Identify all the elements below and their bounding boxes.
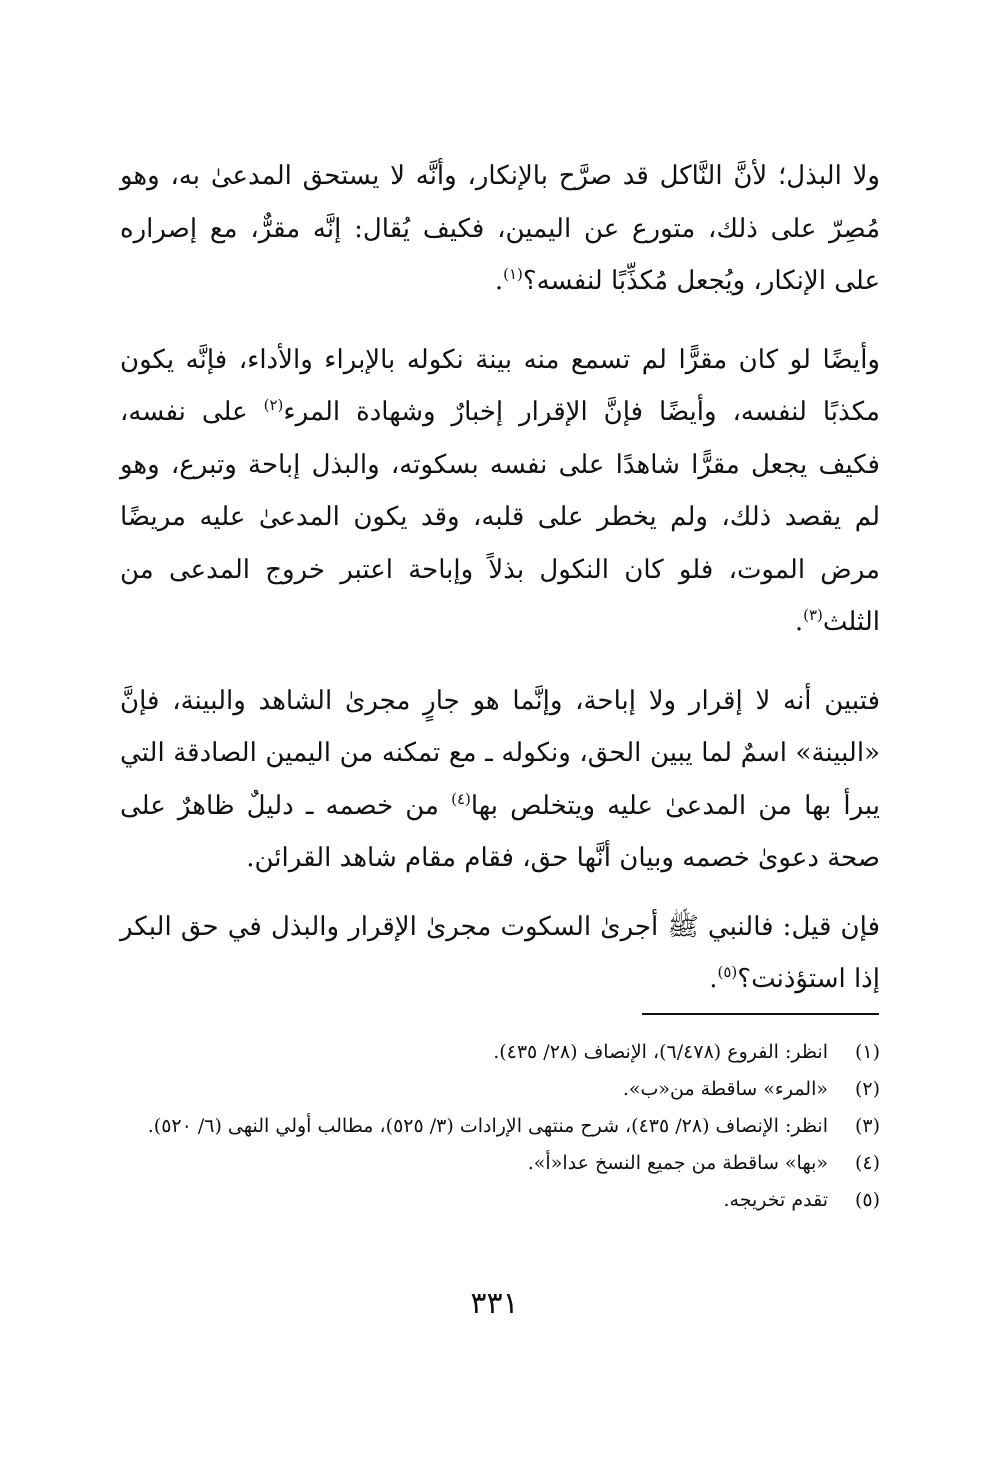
footnote-1: [115, 1036, 880, 1069]
page-number: ٣٣١: [470, 1286, 519, 1321]
footnote-ref-3: (٣): [803, 606, 823, 624]
paragraph-1: [120, 150, 880, 308]
paragraph-2-end: .: [794, 607, 804, 637]
footnote-number: (٣): [854, 1115, 880, 1137]
footnote-number: (٥): [854, 1189, 880, 1211]
paragraph-3-text-a: فتبين أنه لا إقرار ولا إباحة، وإنَّما هو جارٍ مجرىٰ الشاهد والبينة، فإنَّ «البينة» اسمٌ لما يبين الحق، ونكوله ـ مع تمكنه من اليمين الصادقة التي يبرأ بها من المدعىٰ عليه ويتخلص بها: [120, 685, 880, 821]
paragraph-3-text-b: من خصمه ـ دليلٌ ظاهرٌ على صحة دعوىٰ خصمه وبيان أنَّها حق، فقام مقام شاهد القرائن.: [120, 790, 880, 873]
paragraph-2: [120, 334, 880, 649]
paragraph-2-text-a: وأيضًا لو كان مقرًّا لم تسمع منه بينة نكوله بالإبراء والأداء، فإنَّه يكون مكذبًا لنفسه، وأيضًا فإنَّ الإقرار إخبارٌ وشهادة المرء: [120, 344, 880, 427]
footnote-text: «بها» ساقطة من جميع النسخ عدا«أ».: [527, 1152, 828, 1174]
paragraph-1-text: ولا البذل؛ لأنَّ النَّاكل قد صرَّح بالإنكار، وأنَّه لا يستحق المدعىٰ به، وهو مُصِرّ على ذلك، متورع عن اليمين، فكيف يُقال: إنَّه مقرٌّ، مع إصراره على الإنكار، ويُجعل مُكذِّبًا لنفسه؟: [120, 161, 880, 296]
footnote-2: [115, 1073, 880, 1106]
footnote-text: انظر: الإنصاف (٢٨/ ٤٣٥)، شرح منتهى الإرادات (٣/ ٥٢٥)، مطالب أولي النهى (٦/ ٥٢٠).: [147, 1115, 828, 1137]
footnote-text: «المرء» ساقطة من«ب».: [622, 1078, 828, 1100]
footnote-text: انظر: الفروع (٦/٤٧٨)، الإنصاف (٢٨/ ٤٣٥).: [493, 1041, 828, 1063]
paragraph-3: [120, 675, 880, 885]
paragraph-4-text: فإن قيل: فالنبي ﷺ أجرىٰ السكوت مجرىٰ الإقرار والبذل في حق البكر إذا استؤذنت؟: [120, 911, 880, 994]
footnote-number: (٤): [854, 1152, 880, 1174]
footnote-5: [115, 1184, 880, 1217]
paragraph-2-text-b: على نفسه، فكيف يجعل مقرًّا شاهدًا على نفسه بسكوته، والبذل إباحة وتبرع، وهو لم يقصد ذلك، ولم يخطر على قلبه، وقد يكون المدعىٰ عليه مريضًا مرض الموت، فلو كان النكول بذلاً وإباحة اعتبر خروج المدعى من الثلث: [120, 397, 880, 637]
paragraph-1-end: .: [494, 266, 504, 296]
footnote-text: تقدم تخريجه.: [723, 1189, 828, 1211]
paragraph-4-end: .: [709, 964, 718, 994]
footnote-number: (١): [854, 1041, 880, 1063]
paragraph-4: [120, 901, 880, 1006]
footnote-number: (٢): [854, 1078, 880, 1100]
footnote-4: [115, 1147, 880, 1180]
footnote-ref-5: (٥): [717, 963, 738, 981]
footnote-ref-2: (٢): [263, 396, 284, 414]
footnote-ref-1: (١): [503, 265, 523, 283]
main-text: [120, 150, 880, 1006]
footnote-separator: [642, 1013, 879, 1015]
footnote-3: [115, 1110, 880, 1143]
footnote-ref-4: (٤): [451, 789, 471, 808]
footnotes: [115, 1036, 880, 1221]
